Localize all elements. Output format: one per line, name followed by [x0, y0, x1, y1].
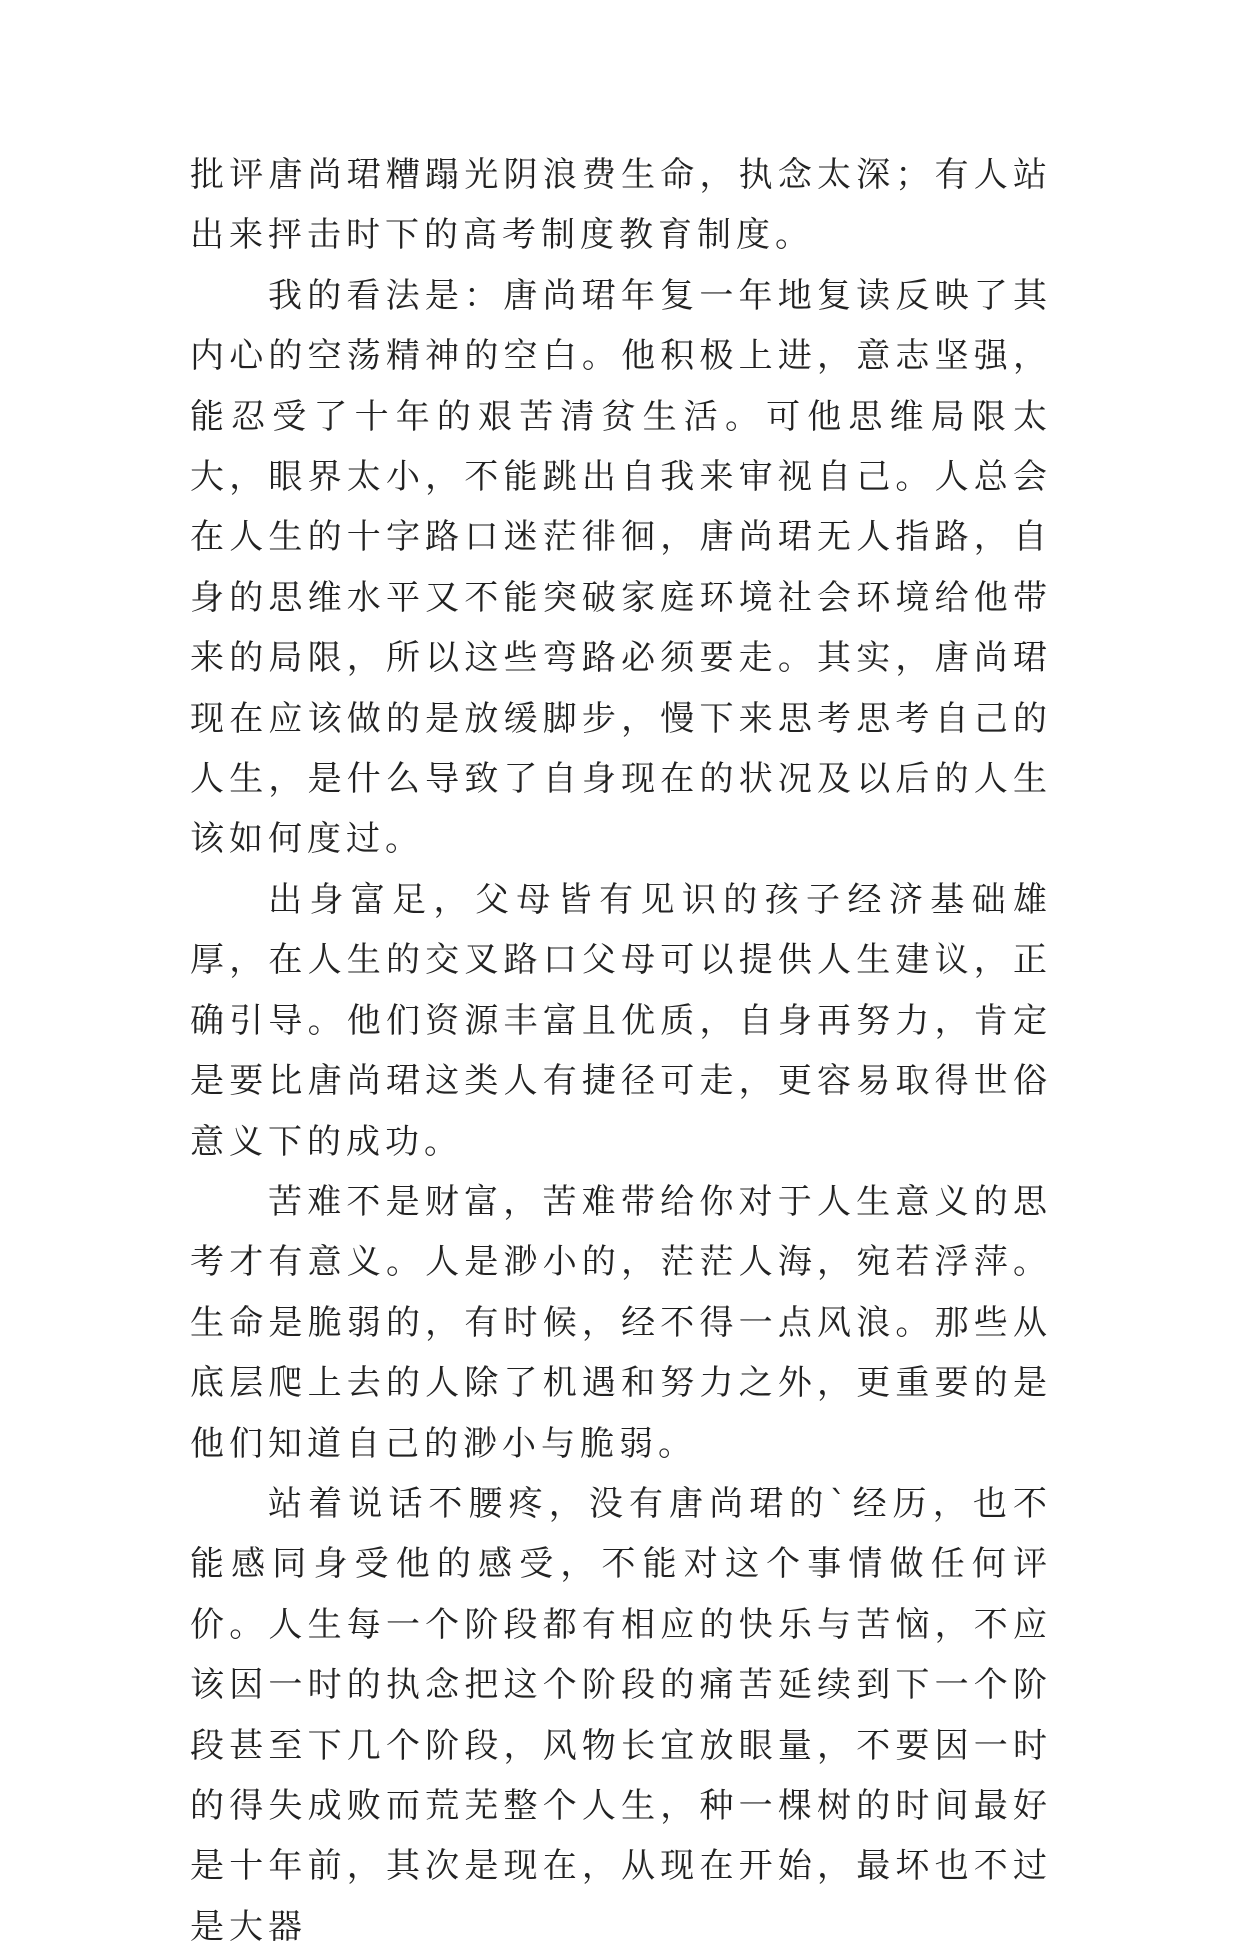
document-body — [190, 145, 1052, 1957]
paragraph-continued: 批评唐尚珺糟蹋光阴浪费生命，执念太深；有人站出来抨击时下的高考制度教育制度。 — [190, 155, 1052, 256]
paragraph: 出身富足，父母皆有见识的孩子经济基础雄厚，在人生的交叉路口父母可以提供人生建议，正确引导。他们资源丰富且优质，自身再努力，肯定是要比唐尚珺这类人有捷径可走，更容易取得世俗意义下的成功。 — [190, 879, 1052, 1162]
paragraph: 我的看法是：唐尚珺年复一年地复读反映了其内心的空荡精神的空白。他积极上进，意志坚强，能忍受了十年的艰苦清贫生活。可他思维局限太大，眼界太小，不能跳出自我来审视自己。人总会在人生的十字路口迷茫徘徊，唐尚珺无人指路，自身的思维水平又不能突破家庭环境社会环境给他带来的局限，所以这些弯路必须要走。其实，唐尚珺现在应该做的是放缓脚步，慢下来思考思考自己的人生，是什么导致了自身现在的状况及以后的人生该如何度过。 — [190, 275, 1052, 860]
paragraph: 苦难不是财富，苦难带给你对于人生意义的思考才有意义。人是渺小的，茫茫人海，宛若浮萍。生命是脆弱的，有时候，经不得一点风浪。那些从底层爬上去的人除了机遇和努力之外，更重要的是他们知道自己的渺小与脆弱。 — [190, 1181, 1052, 1464]
paragraph: 站着说话不腰疼，没有唐尚珺的`经历，也不能感同身受他的感受，不能对这个事情做任何评价。人生每一个阶段都有相应的快乐与苦恼，不应该因一时的执念把这个阶段的痛苦延续到下一个阶段甚至下几个阶段，风物长宜放眼量，不要因一时的得失成败而荒芜整个人生，种一棵树的时间最好是十年前，其次是现在，从现在开始，最坏也不过是大器 — [190, 1483, 1052, 1947]
